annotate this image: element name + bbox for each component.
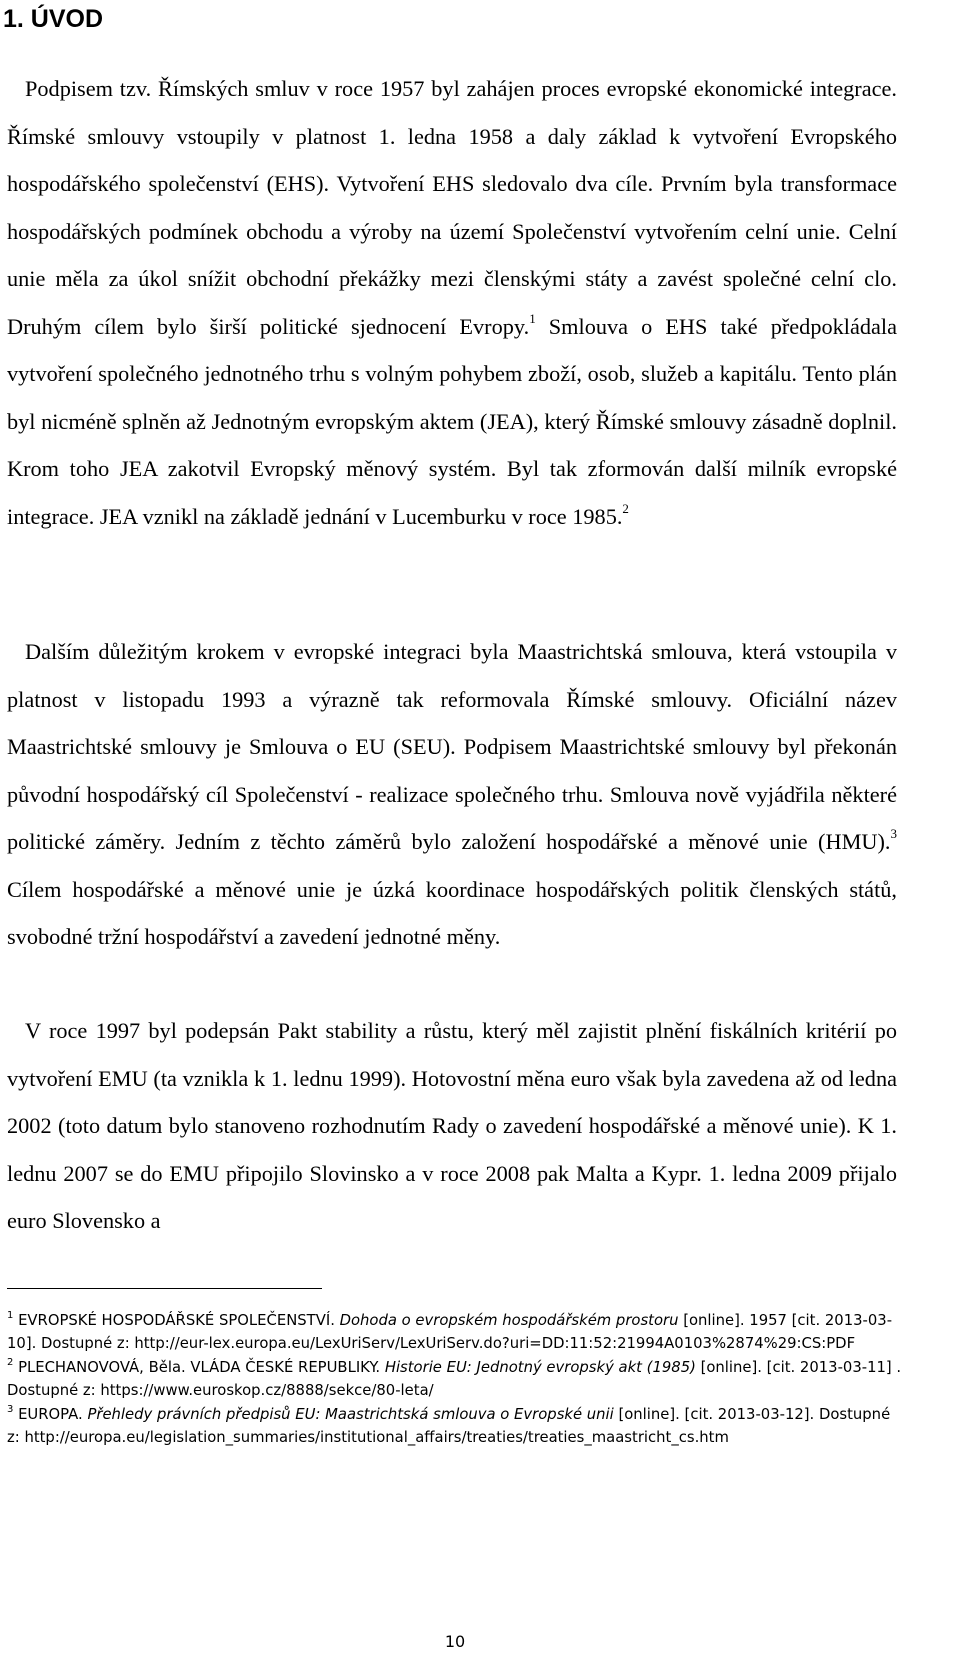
footnote-source[interactable]: [online]. [cit. 2013-03-12]. Dostupné z: http://europa.eu/legislation_summaries/institutional_affairs/treaties/treaties_maastricht_cs.htm [7,1405,891,1447]
footnote-number: 1 [7,1310,14,1321]
footnote-author: EUROPA. [13,1405,88,1423]
footnote-author: EVROPSKÉ HOSPODÁŘSKÉ SPOLEČENSTVÍ. [13,1312,340,1329]
footnote-number: 3 [7,1403,14,1415]
footnote-author: PLECHANOVOVÁ, Běla. VLÁDA ČESKÉ REPUBLIKY. [13,1358,385,1376]
chapter-heading: 1. ÚVOD [3,5,104,33]
footnote-title: Přehledy právních předpisů EU: Maastrichtská smlouva o Evropské unii [87,1405,614,1423]
paragraph-2-text-a: Dalším důležitým krokem v evropské integraci byla Maastrichtská smlouva, která vstoupila v platnost v listopadu 1993 a výrazně tak reformovala Římské smlouvy. Oficiální název Maastrichtské smlouvy je Smlouva o EU (SEU). Podpisem Maastrichtské smlouvy byl překonán původní hospodářský cíl Společenství - realizace společného trhu. Smlouva nově vyjádřila některé politické záměry. Jedním z těchto záměrů bylo založení hospodářské a měnové unie (HMU). [7,639,897,854]
footnote-source[interactable]: [online]. 1957 [cit. 2013-03-10]. Dostupné z: http://eur-lex.europa.eu/LexUriServ/LexUriServ.do?uri=DD:11:52:21994A0103%2874%29:CS:PDF [7,1312,893,1353]
paragraph-1-text-b: Smlouva o EHS také předpokládala vytvoření společného jednotného trhu s volným pohybem zboží, osob, služeb a kapitálu. Tento plán byl nicméně splněn až Jednotným evropským aktem (JEA), který Římské smlouvy zásadně doplnil. Krom toho JEA zakotvil Evropský měnový systém. Byl tak zformován další milník evropské integrace. JEA vznikl na základě jednání v Lucemburku v roce 1985. [7,313,897,529]
paragraph-2-text-b: Cílem hospodářské a měnové unie je úzká koordinace hospodářských politik členských států, svobodné tržní hospodářství a zavedení jednotné měny. [7,876,897,949]
footnote-source[interactable]: [online]. [cit. 2013-03-11] . Dostupné z: https://www.euroskop.cz/8888/sekce/80-leta/ [7,1358,902,1400]
footnote-ref-2[interactable]: 2 [622,500,629,516]
footnote-2 [7,1356,902,1403]
paragraph-1 [7,65,897,540]
paragraph-3: V roce 1997 byl podepsán Pakt stability a růstu, který měl zajistit plnění fiskálních kritérií po vytvoření EMU (ta vznikla k 1. lednu 1999). Hotovostní měna euro však byla zavedena až od ledna 2002 (toto datum bylo stanoveno rozhodnutím Rady o zavedení hospodářské a měnové unie). K 1. lednu 2007 se do EMU připojilo Slovinsko a v roce 2008 pak Malta a Kypr. 1. ledna 2009 přijalo euro Slovensko a [7,1018,897,1233]
footnote-separator [7,1288,322,1289]
footnote-ref-1[interactable]: 1 [529,310,536,326]
footnote-ref-3[interactable]: 3 [890,826,897,841]
footnotes [7,1309,902,1449]
page-number: 10 [444,1632,466,1651]
footnote-title: Historie EU: Jednotný evropský akt (1985) [384,1358,696,1376]
footnote-1 [7,1309,902,1356]
footnote-number: 2 [7,1356,14,1368]
paragraph-1-text-a: Podpisem tzv. Římských smluv v roce 1957 byl zahájen proces evropské ekonomické integrace. Římské smlouvy vstoupily v platnost 1. ledna 1958 a daly základ k vytvoření Evropského hospodářského společenství (EHS). Vytvoření EHS sledovalo dva cíle. Prvním byla transformace hospodářských podmínek obchodu a výroby na území Společenství vytvořením celní unie. Celní unie měla za úkol snížit obchodní překážky mezi členskými státy a zavést společné celní clo. Druhým cílem bylo širší politické sjednocení Evropy. [7,76,897,339]
footnote-title: Dohoda o evropském hospodářském prostoru [339,1312,679,1329]
paragraph-2 [7,628,897,961]
footnote-3 [7,1403,902,1450]
